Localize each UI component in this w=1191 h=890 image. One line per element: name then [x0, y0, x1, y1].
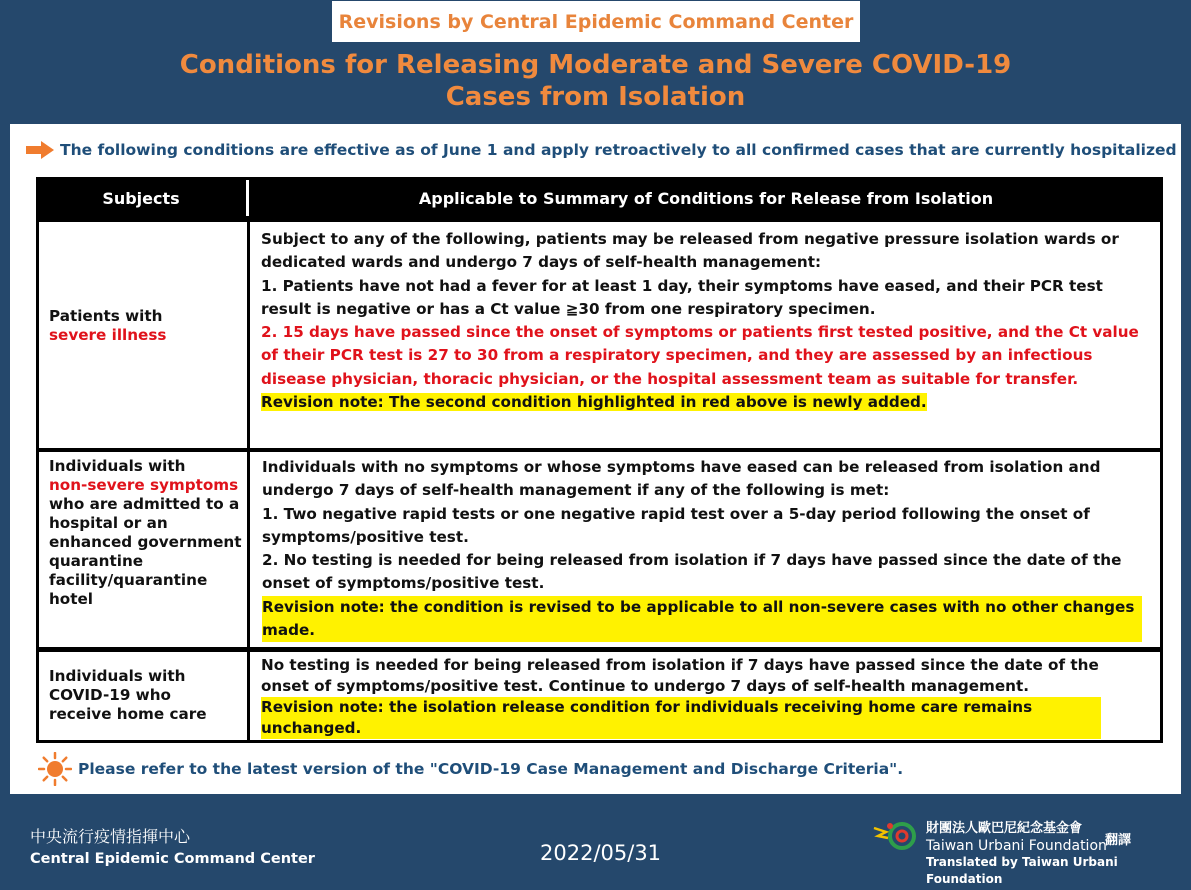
subject-label-rest: who are admitted to a hospital or an enhanced government quarantine facility/quarantine hotel	[49, 495, 242, 608]
footer-org	[30, 826, 315, 867]
title-line-2: Cases from Isolation	[445, 82, 746, 112]
foundation-name-zh: 財團法人歐巴尼紀念基金會	[926, 821, 1083, 836]
foundation-credit	[926, 821, 1191, 887]
conditions-home-care	[250, 652, 1160, 740]
org-name-zh: 中央流行疫情指揮中心	[30, 827, 191, 846]
subject-label-red: non-severe symptoms	[49, 476, 239, 494]
org-name-en: Central Epidemic Command Center	[30, 851, 315, 867]
translate-label: 翻譯	[1105, 833, 1132, 848]
subject-label: Individuals with	[49, 457, 186, 475]
header-conditions: Applicable to Summary of Conditions for Release from Isolation	[418, 188, 994, 208]
arrow-right-icon	[26, 141, 54, 159]
revision-note: Revision note: The second condition highlighted in red above is newly added.	[261, 393, 927, 412]
condition-intro: No testing is needed for being released from isolation if 7 days have passed since the date of the onset of symptoms/positive test. Continue to undergo 7 days of self-health management.	[261, 656, 1099, 695]
condition-item-new: 2. 15 days have passed since the onset of symptoms or patients first tested positive, and the Ct value of their PCR test is 27 to 30 from a respiratory specimen, and they are assessed by an infectious disease physician, thoracic physician, or the hospital assessment team as suitable for transfer.	[261, 323, 1139, 388]
subject-label: Individuals with COVID-19 who receive home care	[49, 667, 207, 723]
reference-note	[38, 752, 903, 786]
subject-non-severe	[39, 452, 247, 647]
translated-by: Translated by Taiwan Urbani Foundation	[926, 855, 1118, 886]
subject-severe	[39, 222, 247, 448]
subject-home-care	[39, 652, 247, 740]
condition-intro: Individuals with no symptoms or whose symptoms have eased can be released from isolation and undergo 7 days of self-health management if any of the following is met:	[262, 458, 1101, 500]
conditions-table	[36, 177, 1163, 743]
foundation-logo-icon	[872, 818, 920, 852]
header-subjects: Subjects	[102, 188, 180, 208]
header-tag: Revisions by Central Epidemic Command Center	[332, 1, 860, 42]
condition-item: 1. Two negative rapid tests or one negative rapid test over a 5-day period following the onset of symptoms/positive test.	[262, 504, 1090, 546]
revision-note: Revision note: the condition is revised to be applicable to all non-severe cases with no other changes made.	[262, 596, 1142, 643]
sun-icon	[38, 752, 72, 786]
subject-label: Patients with	[49, 307, 163, 325]
condition-intro: Subject to any of the following, patients may be released from negative pressure isolation wards or dedicated wards and undergo 7 days of self-health management:	[261, 230, 1119, 272]
publish-date: 2022/05/31	[540, 841, 662, 865]
reference-text: Please refer to the latest version of the "COVID-19 Case Management and Discharge Criteria".	[78, 760, 904, 778]
notice-text: The following conditions are effective as of June 1 and apply retroactively to all confirmed cases that are currently hospitalized	[60, 141, 1177, 159]
title-line-1: Conditions for Releasing Moderate and Severe COVID-19	[179, 50, 1012, 80]
page-title	[0, 49, 1191, 113]
conditions-severe	[250, 222, 1160, 448]
conditions-non-severe	[250, 452, 1160, 647]
revision-note: Revision note: the isolation release condition for individuals receiving home care remains unchanged.	[261, 697, 1101, 739]
condition-item: 2. No testing is needed for being released from isolation if 7 days have passed since the date of the onset of symptoms/positive test.	[262, 551, 1122, 593]
subject-label-red: severe illness	[49, 326, 167, 344]
effective-notice	[26, 141, 1177, 159]
foundation-name-en: Taiwan Urbani Foundation	[926, 837, 1107, 854]
condition-item: 1. Patients have not had a fever for at least 1 day, their symptoms have eased, and their PCR test result is negative or has a Ct value ≧30 from one respiratory specimen.	[261, 276, 1103, 318]
